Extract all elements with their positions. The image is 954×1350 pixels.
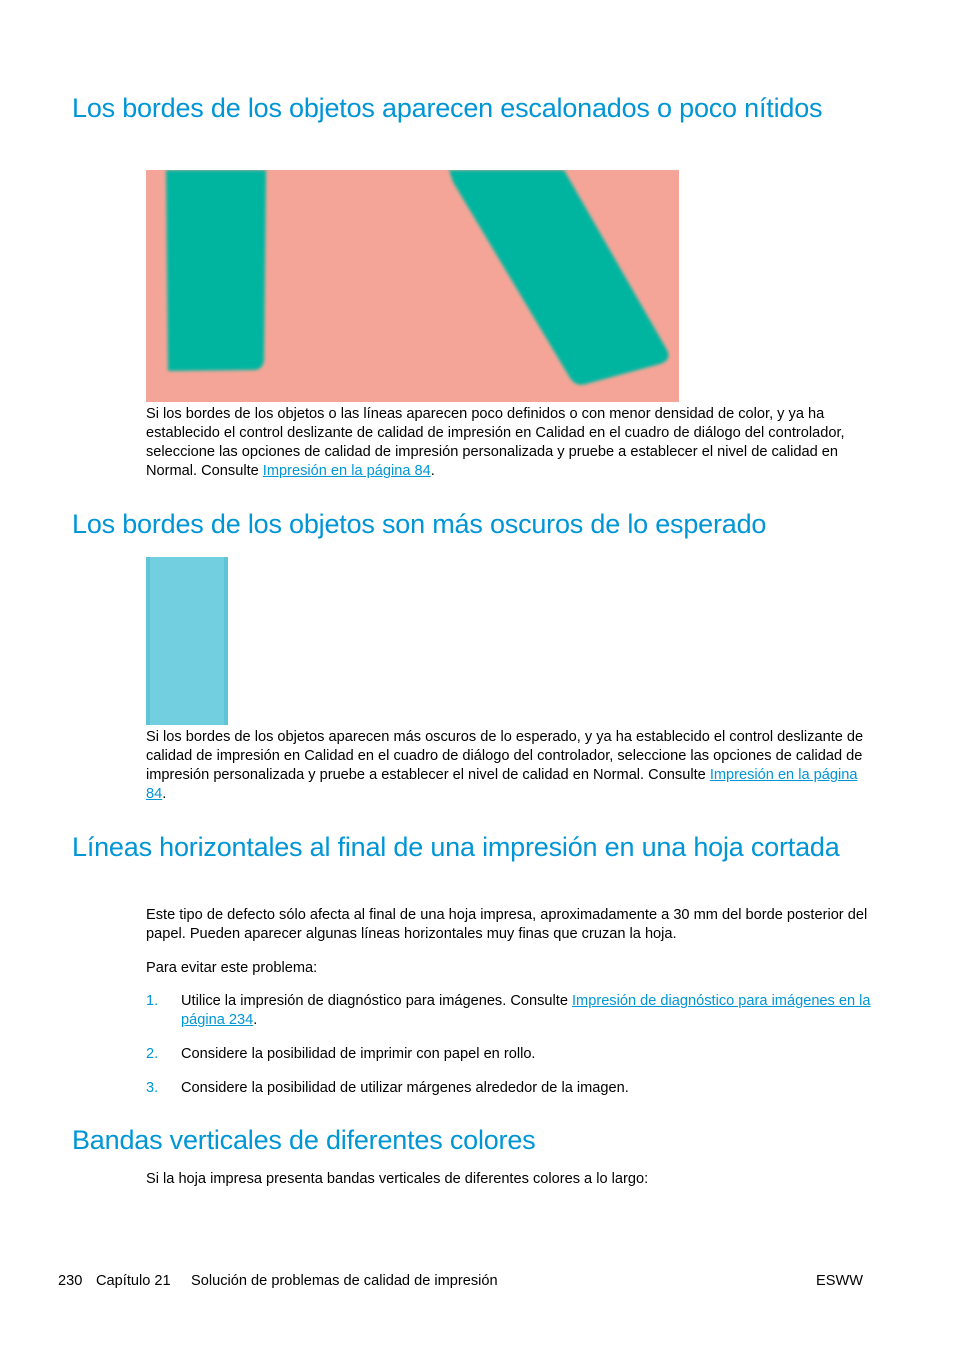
paragraph-avoid-problem: Para evitar este problema: bbox=[146, 960, 318, 976]
section-heading-vertical-bands: Bandas verticales de diferentes colores bbox=[72, 1125, 536, 1155]
dark-edges-sample-image bbox=[146, 557, 228, 725]
paragraph-defect-description: Este tipo de defecto sólo afecta al final de una hoja impresa, aproximadamente a 30 mm del borde posterior del papel. Pueden aparecer algunas líneas horizontales muy finas que cruzan la hoja. bbox=[146, 907, 868, 942]
footer-chapter: Capítulo 21 bbox=[96, 1273, 171, 1289]
section-heading-jagged-edges: Los bordes de los objetos aparecen escalonados o poco nítidos bbox=[72, 93, 823, 123]
normal-term: Normal bbox=[593, 767, 641, 783]
calidad-term: Calidad bbox=[535, 425, 585, 441]
step-2-text: Considere la posibilidad de imprimir con papel en rollo. bbox=[181, 1046, 536, 1062]
footer-locale: ESWW bbox=[816, 1273, 864, 1289]
printing-page-84-link[interactable]: Impresión en la página 84 bbox=[262, 463, 431, 479]
printing-page-84-link[interactable]: Impresión en la página 84 bbox=[146, 767, 858, 802]
normal-term: Normal bbox=[146, 463, 194, 479]
footer-page-number: 230 bbox=[58, 1273, 83, 1289]
step-1-text: Utilice la impresión de diagnóstico para imágenes. Consulte Impresión de diagnóstico para imágenes en la página 234. bbox=[181, 993, 871, 1028]
section-heading-horizontal-lines: Líneas horizontales al final de una impresión en una hoja cortada bbox=[72, 832, 840, 862]
diagnostic-print-page-234-link[interactable]: Impresión de diagnóstico para imágenes en la página 234 bbox=[181, 993, 871, 1028]
paragraph-vertical-bands: Si la hoja impresa presenta bandas verticales de diferentes colores a lo largo: bbox=[146, 1171, 649, 1187]
step-3-text: Considere la posibilidad de utilizar márgenes alrededor de la imagen. bbox=[181, 1080, 629, 1096]
section-heading-dark-edges: Los bordes de los objetos son más oscuros de lo esperado bbox=[72, 509, 767, 539]
step-number: 3. bbox=[146, 1080, 159, 1096]
calidad-term: Calidad bbox=[304, 748, 354, 764]
jagged-edges-sample-image bbox=[146, 170, 679, 402]
paragraph-jagged-edges: Si los bordes de los objetos o las líneas aparecen poco definidos o con menor densidad de color, y ya ha establecido el control deslizante de calidad de impresión en Calidad en el cuadro de diálogo del controlador, seleccione las opciones de calidad de impresión personalizada y pruebe a establecer el nivel de calidad en Normal. Consulte Impresión en la página 84. bbox=[146, 406, 845, 479]
paragraph-dark-edges: Si los bordes de los objetos aparecen más oscuros de lo esperado, y ya ha establecido el control deslizante de calidad de impresión en Calidad en el cuadro de diálogo del controlador, seleccione las opciones de calidad de impresión personalizada y pruebe a establecer el nivel de calidad en Normal. Consulte Impresión en la página 84. bbox=[146, 729, 864, 802]
step-number: 1. bbox=[146, 993, 159, 1009]
step-number: 2. bbox=[146, 1046, 159, 1062]
footer-chapter-title: Solución de problemas de calidad de impresión bbox=[191, 1273, 498, 1289]
